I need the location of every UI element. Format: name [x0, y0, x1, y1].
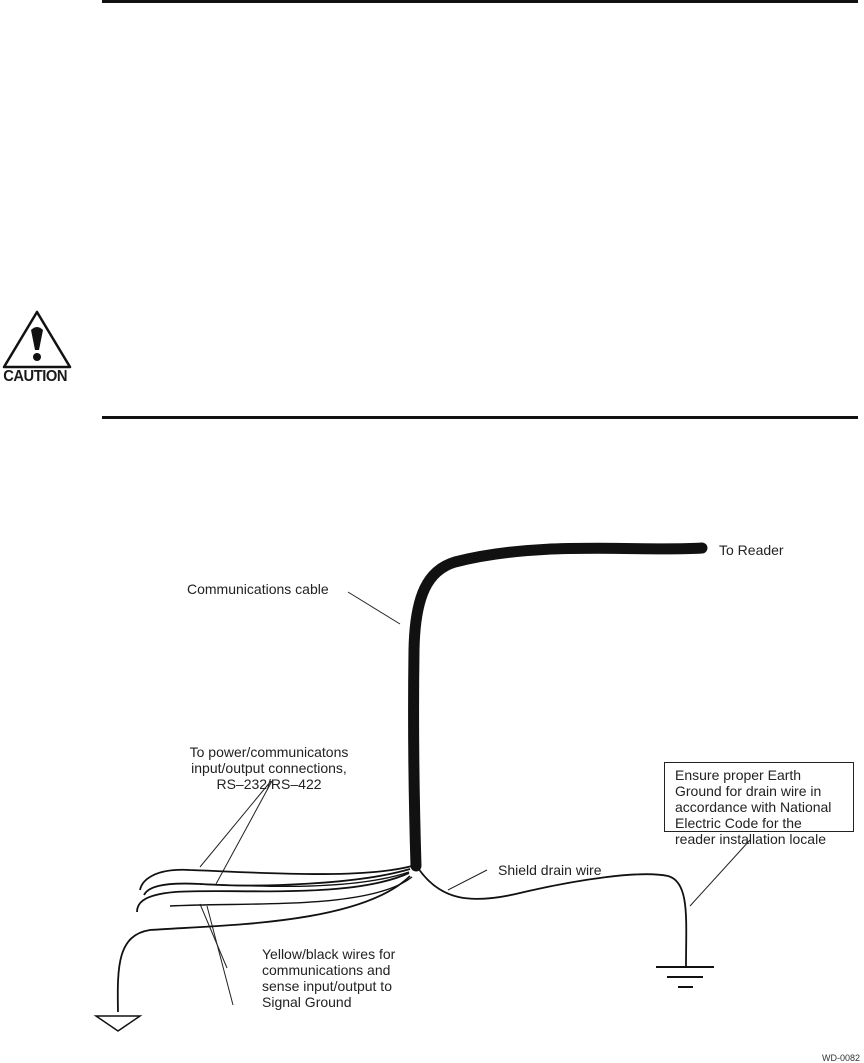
- cable-leader-line: [348, 592, 400, 624]
- yellow-leader-line-1: [200, 904, 227, 968]
- earth-ground-icon: [656, 967, 714, 987]
- power-leader-line-2: [216, 781, 272, 884]
- signal-ground-icon: [96, 1016, 140, 1031]
- communications-cable: [414, 548, 702, 866]
- earth-ground-note: [664, 762, 854, 847]
- note-leader-line: [690, 840, 750, 906]
- figure-reference-id: WD-0082: [822, 1053, 861, 1063]
- communications-cable-label: Communications cable: [187, 581, 329, 597]
- to-reader-label: To Reader: [719, 542, 784, 558]
- shield-drain-wire: [418, 868, 686, 966]
- power-leader-line-1: [200, 781, 271, 867]
- shield-drain-wire-label: Shield drain wire: [498, 862, 602, 878]
- yellow-leader-line-2: [207, 906, 233, 1005]
- shield-leader-line: [448, 870, 487, 890]
- earth-ground-note-text: Ensure proper Earth Ground for drain wire in accordance with National Electric Code for the reader installation locale: [675, 767, 832, 847]
- yellow-black-wires-label: Yellow/black wires for communications and sense input/output to Signal Ground: [262, 946, 396, 1010]
- caution-label: CAUTION: [3, 368, 68, 385]
- power-connections-label: To power/communicatons input/output connections, RS–232/RS–422: [189, 744, 349, 792]
